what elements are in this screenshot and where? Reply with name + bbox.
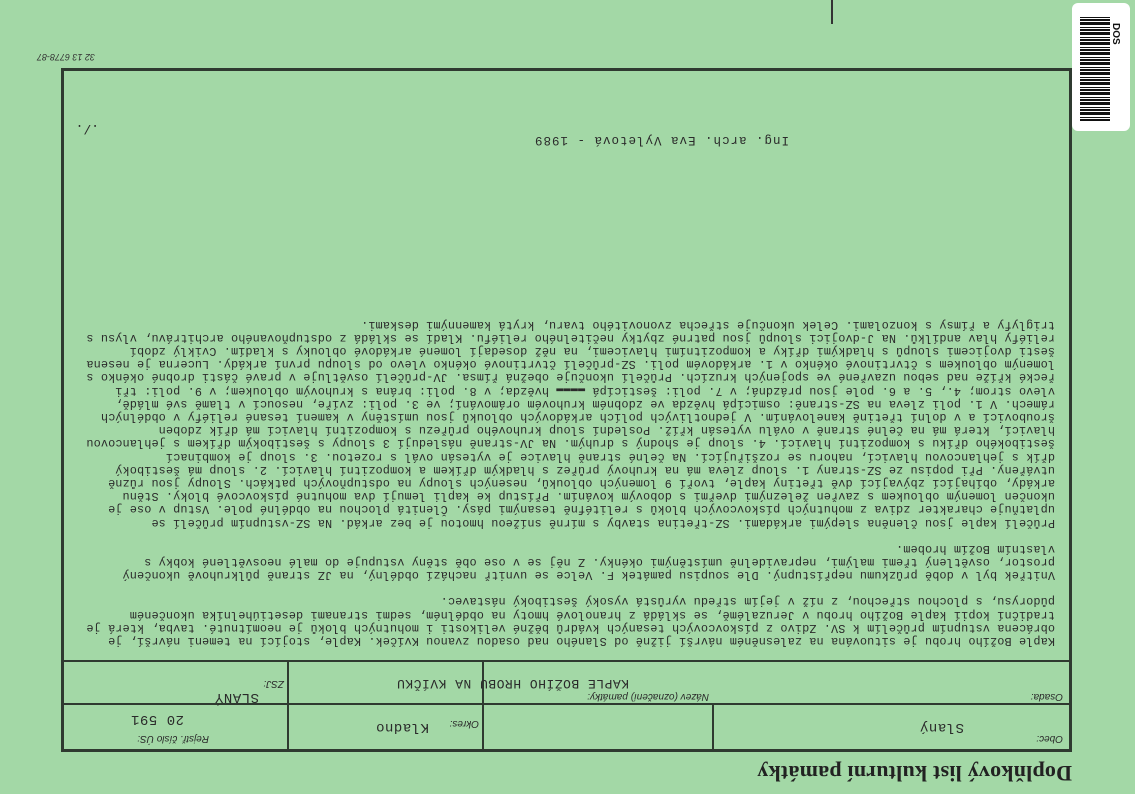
nazev-value: KAPLE BOŽÍHO HROBU NA KVÍČKU xyxy=(396,676,629,691)
okres-label: Okres: xyxy=(449,718,479,729)
fold-line xyxy=(831,0,833,24)
barcode-sticker xyxy=(1072,3,1130,131)
nazev-label: Název (označení) památky: xyxy=(587,691,709,702)
col-divider-obec xyxy=(712,705,714,749)
form-frame xyxy=(61,68,1072,752)
barcode-icon xyxy=(1080,17,1110,121)
print-code: 32 13 6778-87 xyxy=(36,52,95,62)
zsj-value: SLANÝ xyxy=(214,689,259,705)
author-signature: Ing. arch. Eva Vyletová - 1989 xyxy=(533,133,789,147)
obec-value: Slaný xyxy=(919,719,964,735)
osada-label: Osada: xyxy=(1030,691,1063,702)
form-title: Doplňkový list kulturní památky xyxy=(757,761,1072,786)
okres-value: Kladno xyxy=(375,719,429,735)
continuation-mark: ./. xyxy=(75,121,99,136)
rejstr-label: Rejstř. číslo ÚS: xyxy=(137,733,209,744)
description-body xyxy=(80,304,1055,647)
sticker-label: DOS xyxy=(1110,23,1121,45)
obec-label: Obec: xyxy=(1036,733,1063,744)
paragraph-facade: Průčelí kaple jsou členěna slepými arkádami. SZ-třetina stavby s mírně snížeou hmotou je bez arkád. Na SZ-vstupním průčelí se uplatňuje charakter zdiva z mohutných pískovcových bloků s relitéfně tesanými pásy. Členitá plochou na obdélné pole. Vstup v ose je ukončen lomeným obloukem s zavřen železnými dveřmi s dobovým kováním. Přístup ke kapli lemují dva mohutné pískovcové bloky. Stěnu arkády, obíhající zbývající dvě třetiny kaple, tvoří 9 lomených oblouků, nesených sloupy na odstupňových patkách. Sloupy jsou různě utvářeny. Při popisu ze SZ-strany 1. sloup zleva má na kruhový průřez s hladkým dříkem a kompozitní hlavicí. 2. sloup má šestiboký dřík s jehlancovou hlavicí, nahoru se rozšiřující. Na čelné straně hlavice je vytesán ovál s rozetou. 3. sloup je kombinací šestibokého dříku s kompozitní hlavicí. 4. sloup je shodný s druhým. Na JV-straně následují 3 sloupy s šestibokým dříkem s jehlancovou hlavicí, která má na čelné straně v oválu vytesán kříž. Poslední sloup kruhového průřezu s kompozitní hlavicí má dřík zdoben šroubovicí a v dolní třetině kanelováním. V jednotlivých polích arkádových oblouků jsou umístěny v kamení tesané reliéfy v obdélných rámech. V 1. poli zleva na SZ-straně: osmicípá hvězda ve zdobném kruhovém orámování; ve 3. poli: zvíře, nesoucí v tlamě své mládě, vlevo strom; 4., 5. a 6. pole jsou prázdná; v 7. poli: šesticípá ▬▬▬▬ hvězda; v 8. poli: brána s kruhovým obloukem; v 9. poli: tři řecké kříže nad sebou uzavřené ve spojených kruzích. Průčelí ukončuje obežná římsa. JV-průčelí osvětluje v pravé části drobné okénko s lomeným obloukem s čtvrtinové okénko v 1. arkádovém poli. SZ-průčelí čtvrtinové okénko vlevo od sloupu první arkády. Lucerna je nesena šesti dvojicemi sloupů s hladkými dříky a kompozitními hlavicemi, na něž dosedají lomené arkádové oblouky s kladím. Cviklý zdobí reliéfy hlav andílků. Na J-dvojici sloupů jsou patrné zbytky nečitelného reliéfu. Kladí se skládá z odstupňovaného architrávu, vlysu s triglyfy a římsy s konzolami. Celek ukončuje střecha zvonovitého tvaru, krytá kamennými deskami. xyxy=(79,317,1055,530)
col-divider-zsj xyxy=(287,662,289,749)
paragraph-intro: Kaple Božího hrobu je situována na zalesněném návrší jižně od Slaného nad osadou zvanou Kvíček. Kaple, stojící na temeni návrší, je obrácena vstupním průčelím k SV. Zdivo z pískovcových tesaných kvádrů běžné velikosti i mohutných bloků je neomítnuté. tavba, která je tradiční kopií kaple Božího hrobu v Jeruzalémě, se skládá z hranolové hmoty na obdélném, sedmi stranami desetiúhelníka ukončeném půdorysu, s plochou střechou, z níž v jejím středu vyrůstá vysoký šestiboký nástavec. xyxy=(79,594,1055,648)
header-divider-2 xyxy=(64,660,1069,662)
paragraph-interior: Vnitřek byl v době průzkumu nepřístupný. Dle soupisu památek F. Velce se uvnitř nachází obdélný, na JZ straně půlkruhově ukončený prostor, osvětlený třemi malými, nepravidelně umístěnými okénky. Z něj se v ose obě stěny vstupuje do malé neosvětlené kobky s vlastním Božím hrobem. xyxy=(115,541,1055,583)
zsj-label: ZSJ: xyxy=(263,678,284,689)
rejstr-value: 20 591 xyxy=(130,711,184,727)
